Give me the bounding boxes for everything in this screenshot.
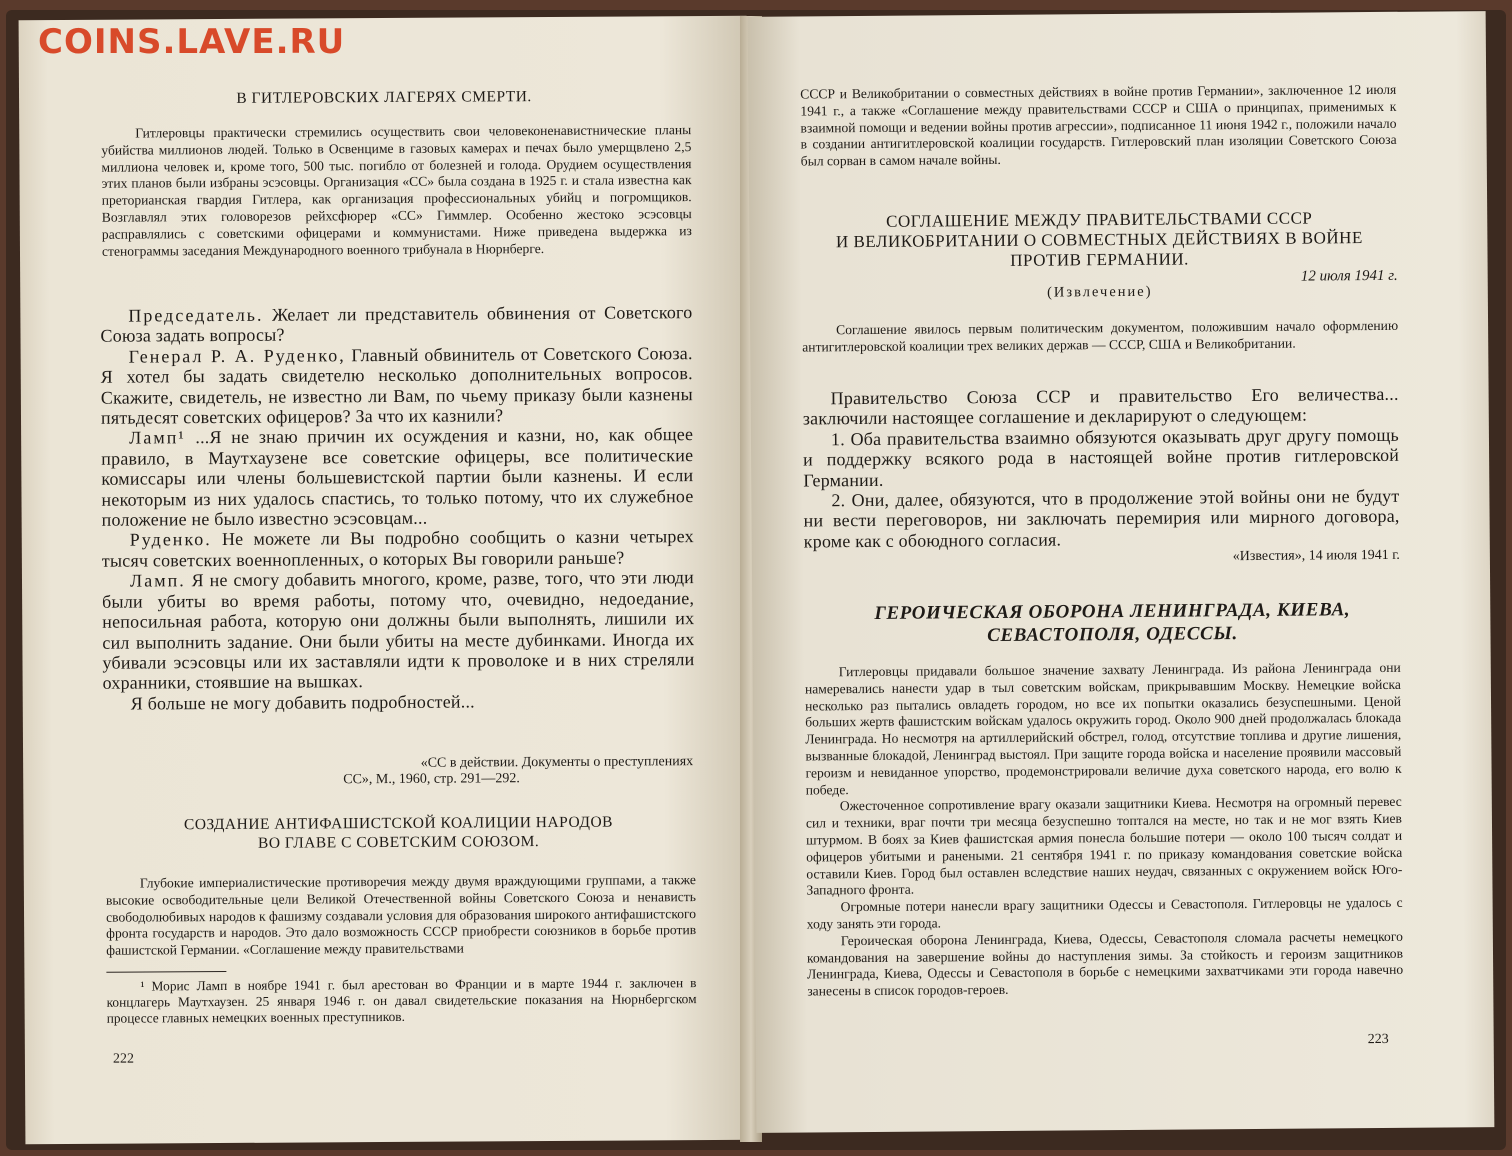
defense-paragraph: Героическая оборона Ленинграда, Киева, Одессы, Севастополя сломала расчеты немецкого командования на завершение войны до наступления зимы. За стойкость и героизм защитников Ленинграда, Киева, Одессы и Севастополя в борьбе с немецкими захватчиками эти города навечно занесены в список городов-героев. (806, 928, 1404, 999)
left-heading: В ГИТЛЕРОВСКИХ ЛАГЕРЯХ СМЕРТИ. (236, 88, 532, 107)
left-intro (101, 122, 692, 260)
title-line: ГЕРОИЧЕСКАЯ ОБОРОНА ЛЕНИНГРАДА, КИЕВА, (874, 599, 1351, 624)
section2-title (83, 812, 713, 854)
testimony-dialogue (100, 302, 694, 714)
section2-body (106, 872, 697, 960)
agreement-source: «Известия», 14 июля 1941 г. (1232, 547, 1400, 565)
dialogue-line: Ламп. Я не смогу добавить многого, кроме, разве, того, что эти люди были убиты во время работы, потому что, очевидно, недоедание, непосильная работа, которую они должны были выполнять, лишили их сил выполнить задание. Они были убиты на месте дубинками. Иногда их убивали эсэсовцы или их заставляли идти к проволоке и в них стреляли охранники, стоявшие на вышках. (102, 567, 695, 694)
dialogue-line: Генерал Р. А. Руденко, Главный обвинитель от Советского Союза. Я хотел бы задать свидетелю несколько дополнительных вопросов. Скажите, свидетель, не известно ли Вам, по чьему приказу были казнены пятьдесят советских офицеров? За что их казнили? (100, 342, 693, 428)
agreement-date: 12 июля 1941 г. (1300, 267, 1398, 285)
defense-paragraph: Огромные потери нанесли врагу защитники Одессы и Севастополя. Гитлеровцы не удалось с ходу занять эти города. (806, 894, 1403, 932)
agreement-intro-paragraph: Соглашение явилось первым политическим документом, положившим начало оформлению антигитлеровской коалиции трех великих держав — СССР, США и Великобритании. (802, 317, 1399, 355)
agreement-text (803, 384, 1400, 552)
agreement-paragraph: 1. Оба правительства взаимно обязуются оказывать друг другу помощь и поддержку всякого рода в настоящей войне против гитлеровской Германии. (803, 424, 1400, 491)
dialogue-line: Ламп¹ ...Я не знаю причин их осуждения и казни, но, как общее правило, в Маутхаузене все советские офицеры, все политические комиссары или члены большевистской партии были казнены. И если некоторым из них удалось спастись, то только потому, что их служебное положение не было известно эсэсовцам... (101, 424, 694, 530)
right-page (748, 11, 1495, 1133)
footnote-area (106, 960, 696, 1027)
defense-title (812, 598, 1412, 649)
defense-body (805, 660, 1404, 1001)
title-line: СОГЛАШЕНИЕ МЕЖДУ ПРАВИТЕЛЬСТВАМИ СССР (886, 208, 1313, 231)
footnote-rule (106, 971, 226, 973)
agreement-paragraph: 2. Они, далее, обязуются, что в продолжение этой войны они не будут ни вести переговоров, ни заключать перемирия или мирного договора, кроме как с обоюдного согласия. (803, 485, 1400, 552)
agreement-title (789, 208, 1409, 273)
left-page (19, 16, 754, 1144)
title-line: И ВЕЛИКОБРИТАНИИ О СОВМЕСТНЫХ ДЕЙСТВИЯХ В ВОЙНЕ (835, 228, 1363, 252)
page-number-left: 222 (112, 1051, 134, 1067)
intro-paragraph: Гитлеровцы практически стремились осуществить свои человеконенавистнические планы убийства миллионов людей. Только в Освенциме в газовых камерах и печах было умерщвлено 2,5 миллиона человек и, кроме того, 500 тыс. погибло от болезней и голода. Орудием осуществления этих планов были избраны эсэсовцы. Организация «СС» была создана в 1925 г. и стала известна как преторианская гвардия Гитлера, как организация профессиональных убийц и погромщиков. Возглавлял этих головорезов рейхсфюрер «СС» Гиммлер. Особенно жестоко эсэсовцы расправлялись с советскими офицерами и коммунистами. Ниже приведена выдержка из стенограммы заседания Международного военного трибунала в Нюрнберге. (101, 122, 692, 259)
section2-paragraph: Глубокие империалистические противоречия между двумя враждующими группами, а также высокие освободительные цели Великой Отечественной войны Советского Союза и ненависть свободолюбивых народов к фашизму создавали условия для образования широкого антифашистского фронта государств и народов. Это дало возможность СССР приобрести союзников в борьбе против фашистской Германии. «Соглашение между правительствами (105, 872, 697, 958)
agreement-intro (802, 318, 1398, 356)
footnote-text: ¹ Морис Ламп в ноябре 1941 г. был арестован во Франции и в марте 1944 г. заключен в концлагерь Маутхаузен. 25 января 1946 г. он давал свидетельские показания на Нюрнбергском процессе главных немецких военных преступников. (106, 975, 697, 1026)
defense-paragraph: Ожесточенное сопротивление врагу оказали защитники Киева. Несмотря на огромный перевес сил и техники, враг почти три месяца безуспешно топтался на месте, но так и не мог взять Киев штурмом. В боях за Киев фашистская армия понесла большие потери — около 100 тысяч солдат и офицеров убитыми и ранеными. 21 сентября 1941 г. по приказу командования советские войска оставили Киев. Город был оставлен вследствие наших неудач, связанных с окружением войск Юго-Западного фронта. (805, 794, 1403, 898)
agreement-paragraph: Правительство Союза ССР и правительство Его величества... заключили настоящее соглашение и декларируют о следующем: (802, 383, 1399, 429)
dialogue-line: Я больше не могу добавить подробностей... (130, 691, 475, 714)
title-line: СЕВАСТОПОЛЯ, ОДЕССЫ. (987, 623, 1238, 647)
site-watermark: COINS.LAVE.RU (38, 22, 346, 62)
right-continuation (800, 82, 1397, 171)
extract-label: (Извлечение) (1046, 283, 1153, 301)
dialogue-line: Председатель. Желает ли представитель обвинения от Советского Союза задать вопросы? (100, 302, 693, 347)
citation-line: «СС в действии. Документы о преступлениях (420, 754, 694, 771)
page-number-right: 223 (1367, 1031, 1389, 1048)
testimony-citation (323, 754, 693, 788)
title-line: ВО ГЛАВЕ С СОВЕТСКИМ СОЮЗОМ. (257, 833, 540, 852)
title-line: СОЗДАНИЕ АНТИФАШИСТСКОЙ КОАЛИЦИИ НАРОДОВ (183, 813, 614, 834)
defense-paragraph: Гитлеровцы придавали большое значение захвату Ленинграда. Из района Ленинграда они намеревались нанести удар в тыл советским войскам, прикрывавшим Москву. Немецкие войска несколько раз пытались овладеть городом, но все их попытки оказались безуспешными. Ценой больших жертв фашистским войскам удалось окружить город. Около 900 дней продолжалась блокада Ленинграда. Но несмотря на артиллерийский обстрел, голод, отсутствие топлива и другие лишения, вызванные блокадой, Ленинград выстоял. При защите города войска и население проявили массовый героизм и невиданное упорство, продемонстрировали величие духа советского народа, его волю к победе. (804, 659, 1402, 798)
title-line: ПРОТИВ ГЕРМАНИИ. (1010, 249, 1189, 270)
citation-line: СС», М., 1960, стр. 291—292. (343, 771, 520, 788)
continuation-paragraph: СССР и Великобритании о совместных действиях в войне против Германии», заключенное 12 июля 1941 г., а также «Соглашение между правительствами СССР и США о принципах, применимых к взаимной помощи и ведении войны против агрессии», подписанное 11 июня 1942 г., положили начало в создании антигитлеровской коалиции государств. Гитлеровский план изоляции Советского Союза был сорван в самом начале войны. (800, 81, 1397, 169)
dialogue-line: Руденко. Не можете ли Вы подробно сообщить о казни четырех тысяч советских военнопленных, о которых Вы говорили раньше? (101, 526, 694, 571)
